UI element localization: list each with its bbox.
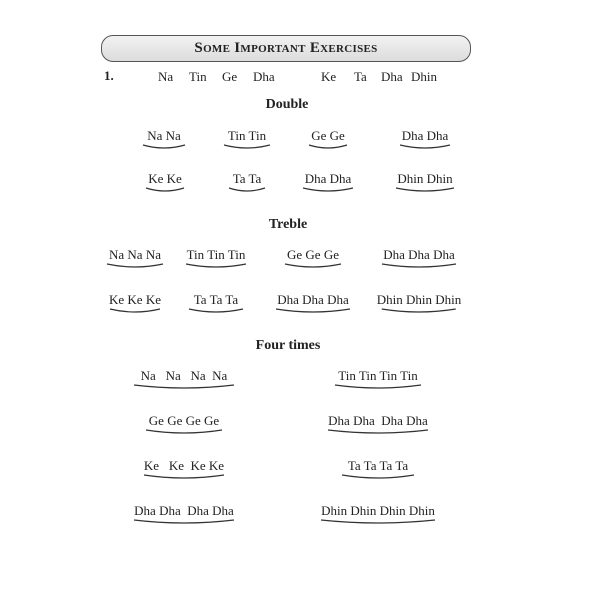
grouping-arc (222, 143, 272, 151)
bol: Dha (253, 69, 275, 84)
exercise-item (132, 368, 236, 391)
exercise-text: Tin Tin (227, 128, 267, 143)
exercise-item (326, 413, 430, 436)
exercise-text: Ke Ke Ke Ke (143, 458, 225, 473)
grouping-arc (144, 428, 224, 436)
exercise-text: Na Na (147, 128, 181, 143)
exercise-text: Tin Tin Tin (186, 247, 246, 262)
exercise-text: Ge Ge Ge Ge (148, 413, 220, 428)
grouping-arc (144, 186, 186, 194)
grouping-arc (227, 186, 267, 194)
exercise-item (307, 128, 349, 151)
exercise-text: Na Na Na (109, 247, 161, 262)
exercise-item (222, 128, 272, 151)
exercise-item (283, 247, 343, 270)
exercise-number: 1. (104, 68, 114, 83)
grouping-arc (398, 143, 452, 151)
exercise-text: Dha Dha Dha Dha (134, 503, 234, 518)
exercise-text: Ge Ge (311, 128, 345, 143)
grouping-arc (340, 473, 416, 481)
exercise-item (184, 247, 248, 270)
exercise-item (380, 247, 458, 270)
exercise-text: Ke Ke Ke (109, 292, 161, 307)
exercise-text: Dha Dha Dha Dha (328, 413, 428, 428)
bol: Dha (381, 69, 403, 84)
grouping-arc (274, 307, 352, 315)
grouping-arc (141, 143, 187, 151)
bol: Ke (321, 69, 337, 84)
grouping-arc (333, 383, 423, 391)
exercise-item (333, 368, 423, 391)
grouping-arc (187, 307, 245, 315)
grouping-arc (307, 143, 349, 151)
grouping-arc (184, 262, 248, 270)
exercise-text: Ke Ke (148, 171, 182, 186)
exercise-text: Dha Dha (401, 128, 449, 143)
exercise-text: Dha Dha Dha (277, 292, 349, 307)
exercise-text: Dha Dha Dha (383, 247, 455, 262)
exercise-text: Ta Ta Ta Ta (347, 458, 409, 473)
section-heading-treble: Treble (268, 217, 308, 232)
exercise-item (227, 171, 267, 194)
grouping-arc (132, 383, 236, 391)
grouping-arc (394, 186, 456, 194)
bol: Na (158, 69, 174, 84)
bol: Ge (222, 69, 238, 84)
grouping-arc (301, 186, 355, 194)
exercise-item (144, 171, 186, 194)
exercise-item (274, 292, 352, 315)
exercise-text: Dhin Dhin (397, 171, 453, 186)
exercise-item (340, 458, 416, 481)
exercise-item (319, 503, 437, 526)
exercise-item (142, 458, 226, 481)
grouping-arc (132, 518, 236, 526)
grouping-arc (105, 262, 165, 270)
exercise-text: Dhin Dhin Dhin Dhin (321, 503, 435, 518)
grouping-arc (142, 473, 226, 481)
section-heading-double: Double (265, 97, 309, 112)
exercise-text: Ge Ge Ge (287, 247, 339, 262)
grouping-arc (319, 518, 437, 526)
page-title: Some Important Exercises (194, 40, 378, 56)
exercise-item (394, 171, 456, 194)
section-heading-four-times: Four times (255, 338, 321, 353)
exercise-item (105, 247, 165, 270)
exercise-text: Na Na Na Na (140, 368, 228, 383)
exercise-text: Tin Tin Tin Tin (338, 368, 418, 383)
exercise-item (187, 292, 245, 315)
exercise-item (398, 128, 452, 151)
exercise-item (108, 292, 162, 315)
exercise-item (132, 503, 236, 526)
grouping-arc (380, 307, 458, 315)
grouping-arc (283, 262, 343, 270)
bol: Tin (189, 69, 207, 84)
exercise-text: Ta Ta (232, 171, 262, 186)
bol: Ta (354, 69, 367, 84)
grouping-arc (326, 428, 430, 436)
exercise-item (377, 292, 462, 315)
exercise-item (144, 413, 224, 436)
exercise-item (141, 128, 187, 151)
exercise-item (301, 171, 355, 194)
exercise-text: Dha Dha (304, 171, 352, 186)
exercise-text: Ta Ta Ta (193, 292, 239, 307)
grouping-arc (380, 262, 458, 270)
grouping-arc (108, 307, 162, 315)
exercise-text: Dhin Dhin Dhin (376, 292, 462, 307)
title-banner (101, 35, 471, 62)
bol: Dhin (411, 69, 437, 84)
